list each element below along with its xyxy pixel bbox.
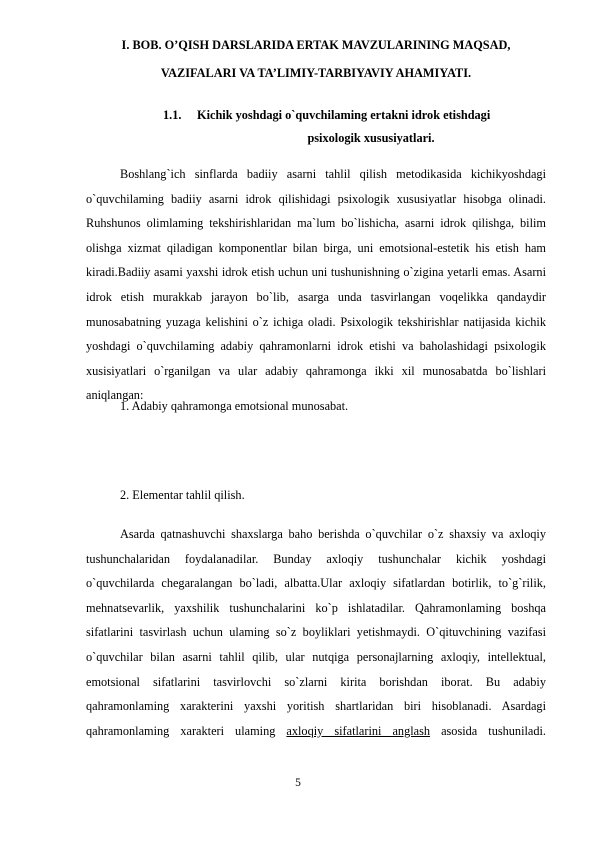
body-paragraph-2 (86, 522, 546, 743)
paragraph2-tail-text: asosida tushuniladi. (441, 723, 547, 738)
section-title-line2: psixologik xususiyatlari. (307, 131, 435, 145)
list-item: 2. Elementar tahlil qilish. (120, 488, 245, 502)
chapter-heading-line2: VAZIFALARI VA TA’LIMIY-TARBIYAVIY AHAMIYATI. (160, 66, 472, 80)
page-number: 5 (295, 777, 301, 789)
list-item: 1. Adabiy qahramonga emotsional munosabat. (120, 399, 349, 413)
section-number: 1.1. (163, 108, 182, 122)
section-heading (163, 104, 490, 126)
paragraph2-main-text: Asarda qatnashuvchi shaxslarga baho berishda o`quvchilar o`z shaxsiy va axloqiy tushunchalaridan foydalanadilar. Bunday axloqiy tushunchalar kichik yoshdagi o`quvchilarda chegaralangan bo`ladi, albatta.Ular axloqiy sifatlardan botirlik, to`g`rilik, mehnatsevarlik, yaxshilik tushunchalarini ko`p ishlatadilar. Qahramonlaming boshqa sifatlarini tasvirlash uchun ulaming so`z boyliklari yetishmaydi. O`qituvchining vazifasi o`quvchilar bilan asarni tahlil qilib, ular nutqiga personajlarning axloqiy, intellektual, emotsional sifatlarini tasvirlovchi so`zlarni kirita borishdan iborat. Bu adabiy qahramonlaming xarakterini yaxshi yoritish shartlaridan biri hisoblanadi. Asardagi qahramonlaming xarakteri ulaming (86, 527, 546, 738)
underlined-phrase: axloqiy sifatlarini anglash (286, 723, 431, 738)
body-paragraph-1: Boshlang`ich sinflarda badiiy asarni tahlil qilish metodikasida kichikyoshdagi o`quvchilaming badiiy asarni idrok qilishidagi psixologik xususiyatlar hisobga olinadi. Ruhshunos olimlaming tekshirishlaridan ma`lum bo`lishicha, asarni idrok qilishga, bilim olishga xizmat qiladigan komponentlar bilan birga, uni emotsional-estetik his etish ham kiradi.Badiiy asami yaxshi idrok etish uchun uni tushunishning o`zigina yetarli emas. Asarni idrok etish murakkab jarayon bo`lib, asarga unda tasvirlangan voqelikka qandaydir munosabatning yuzaga kelishini o`z ichiga oladi. Psixologik tekshirishlar natijasida kichik yoshdagi o`quvchilaming adabiy qahramonlarni idrok etishi va baholashidagi psixologik xusisiyatlari o`rganilgan va ular adabiy qahramonga ikki xil munosabatda bo`lishlari aniqlangan: (86, 167, 546, 403)
section-title-line1: Kichik yoshdagi o`quvchilaming ertakni idrok etishdagi (197, 108, 491, 122)
chapter-heading-line1: I. BOB. O’QISH DARSLARIDA ERTAK MAVZULARINING MAQSAD, (121, 38, 511, 52)
